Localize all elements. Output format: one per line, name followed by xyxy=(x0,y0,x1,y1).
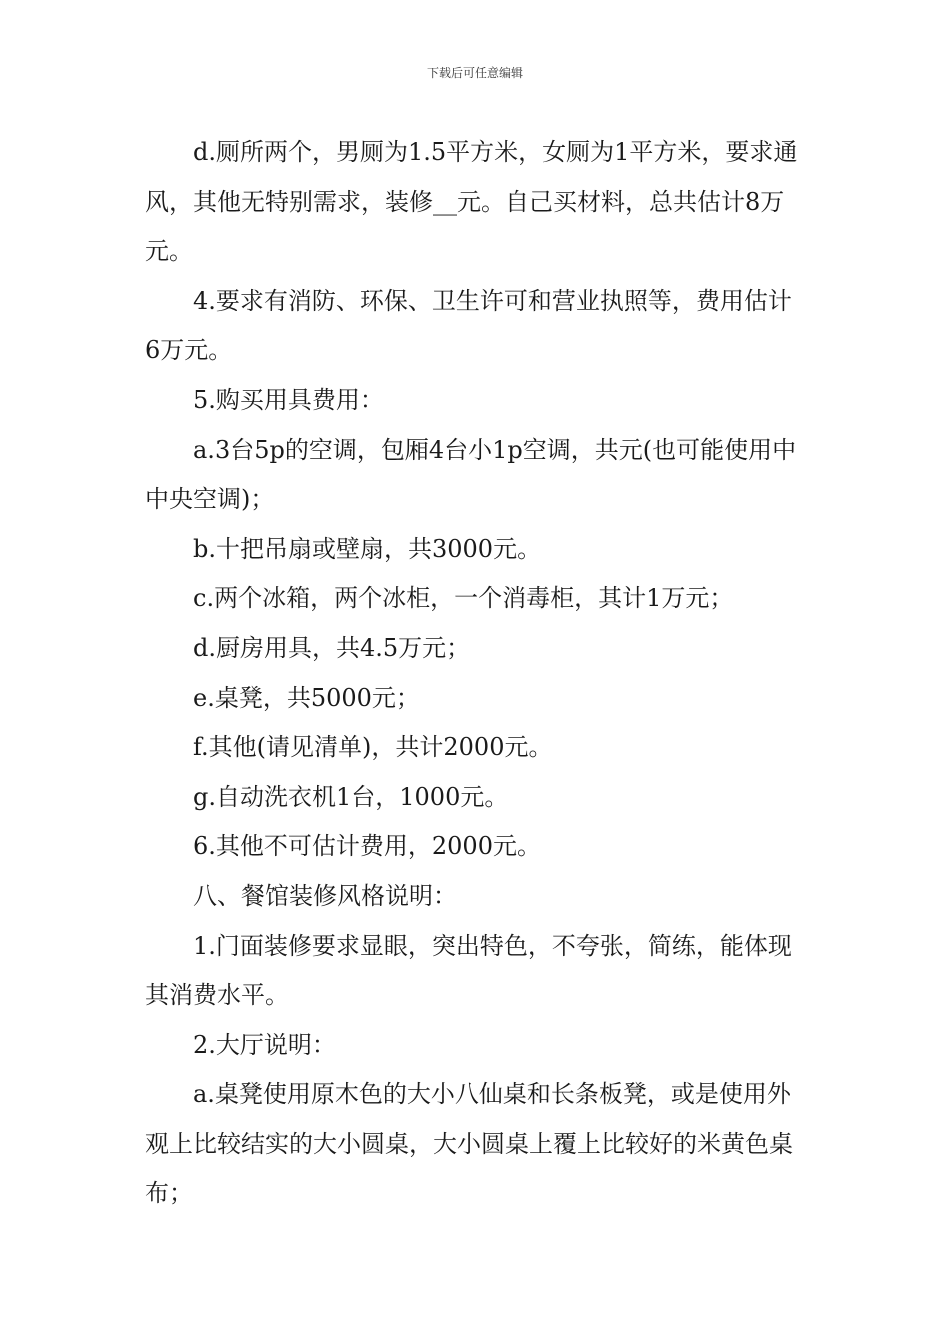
paragraph-tables-chairs: e.桌凳，共5000元； xyxy=(193,683,420,712)
paragraph-storefront: 1.门面装修要求显眼，突出特色，不夸张，简练，能体现其消费水平。 xyxy=(145,931,792,1010)
paragraph-others: f.其他(请见清单)，共计2000元。 xyxy=(193,733,553,762)
paragraph-kitchen: d.厨房用具，共4.5万元； xyxy=(193,633,471,662)
paragraph-air-conditioners: a.3台5p的空调，包厢4台小1p空调，共元(也可能使用中中央空调)； xyxy=(145,435,797,514)
paragraph-hall-furniture: a.桌凳使用原木色的大小八仙桌和长条板凳，或是使用外观上比较结实的大小圆桌，大小圆桌上覆上比较好的米黄色桌布； xyxy=(145,1080,793,1208)
page-header: 下载后可任意编辑 xyxy=(426,66,523,80)
paragraph-fridges: c.两个冰箱，两个冰柜，一个消毒柜，其计1万元； xyxy=(193,584,734,613)
paragraph-toilet: d.厕所两个，男厕为1.5平方米，女厕为1平方米，要求通风，其他无特别需求，装修__元。自己买材料，总共估计8万元。 xyxy=(145,138,798,266)
paragraph-washing-machine: g.自动洗衣机1台，1000元。 xyxy=(193,782,509,811)
paragraph-misc-costs: 6.其他不可估计费用，2000元。 xyxy=(193,832,541,861)
paragraph-hall-heading: 2.大厅说明： xyxy=(193,1030,336,1059)
paragraph-permits: 4.要求有消防、环保、卫生许可和营业执照等，费用估计6万元。 xyxy=(145,286,792,365)
paragraph-equipment-heading: 5.购买用具费用： xyxy=(193,385,384,414)
document-body xyxy=(145,128,807,1219)
section-heading-decoration-style: 八、餐馆装修风格说明： xyxy=(193,881,457,910)
paragraph-fans: b.十把吊扇或壁扇，共3000元。 xyxy=(193,534,542,563)
